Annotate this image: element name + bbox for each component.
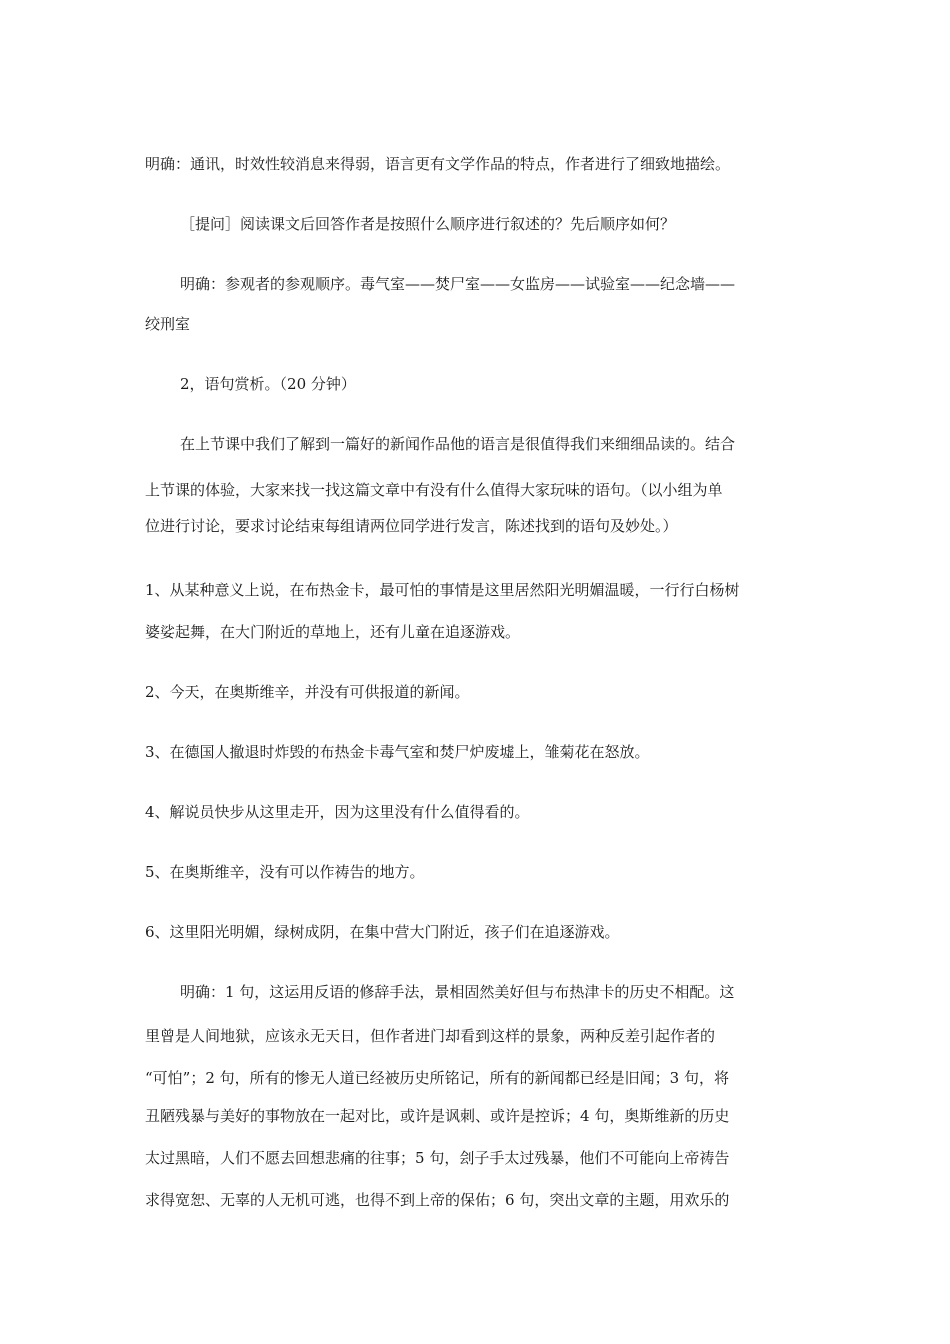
sentence-item-2: 2、今天，在奥斯维辛，并没有可供报道的新闻。 <box>145 683 470 701</box>
answer-news-type: 明确：通讯，时效性较消息来得弱，语言更有文学作品的特点，作者进行了细致地描绘。 <box>145 155 731 173</box>
sentence-item-1-line-1: 1、从某种意义上说，在布热金卡，最可怕的事情是这里居然阳光明媚温暖，一行行白杨树 <box>145 581 740 599</box>
answer-analysis-line-2: 里曾是人间地狱，应该永无天日，但作者进门却看到这样的景象，两种反差引起作者的 <box>145 1027 716 1045</box>
section-heading-sentence-appreciation: 2，语句赏析。（20 分钟） <box>180 375 356 393</box>
paragraph-intro-line-1: 在上节课中我们了解到一篇好的新闻作品他的语言是很值得我们来细细品读的。结合 <box>180 435 736 453</box>
sentence-item-6: 6、这里阳光明媚，绿树成阴，在集中营大门附近，孩子们在追逐游戏。 <box>145 923 620 941</box>
answer-analysis-line-1: 明确：1 句，这运用反语的修辞手法，景相固然美好但与布热津卡的历史不相配。这 <box>180 983 735 1001</box>
answer-visit-order-line-1: 明确：参观者的参观顺序。毒气室——焚尸室——女监房——试验室——纪念墙—— <box>180 275 736 293</box>
answer-analysis-line-3: “可怕”；2 句，所有的惨无人道已经被历史所铭记，所有的新闻都已经是旧闻；3 句，将 <box>145 1069 729 1087</box>
sentence-item-5: 5、在奥斯维辛，没有可以作祷告的地方。 <box>145 863 425 881</box>
sentence-item-4: 4、解说员快步从这里走开，因为这里没有什么值得看的。 <box>145 803 530 821</box>
paragraph-intro-line-3: 位进行讨论，要求讨论结束每组请两位同学进行发言，陈述找到的语句及妙处。） <box>145 517 678 535</box>
answer-analysis-line-6: 求得宽恕、无辜的人无机可逃，也得不到上帝的保佑；6 句，突出文章的主题，用欢乐的 <box>145 1191 730 1209</box>
answer-analysis-line-4: 丑陋残暴与美好的事物放在一起对比，或许是讽刺、或许是控诉；4 句，奥斯维新的历史 <box>145 1107 730 1125</box>
sentence-item-1-line-2: 婆娑起舞，在大门附近的草地上，还有儿童在追逐游戏。 <box>145 623 521 641</box>
answer-visit-order-line-2: 绞刑室 <box>145 315 191 333</box>
paragraph-intro-line-2: 上节课的体验，大家来找一找这篇文章中有没有什么值得大家玩味的语句。（以小组为单 <box>145 481 723 499</box>
question-narrative-order: ［提问］阅读课文后回答作者是按照什么顺序进行叙述的？先后顺序如何？ <box>180 215 676 233</box>
sentence-item-3: 3、在德国人撤退时炸毁的布热金卡毒气室和焚尸炉废墟上，雏菊花在怒放。 <box>145 743 650 761</box>
answer-analysis-line-5: 太过黑暗，人们不愿去回想悲痛的往事；5 句，刽子手太过残暴，他们不可能向上帝祷告 <box>145 1149 730 1167</box>
